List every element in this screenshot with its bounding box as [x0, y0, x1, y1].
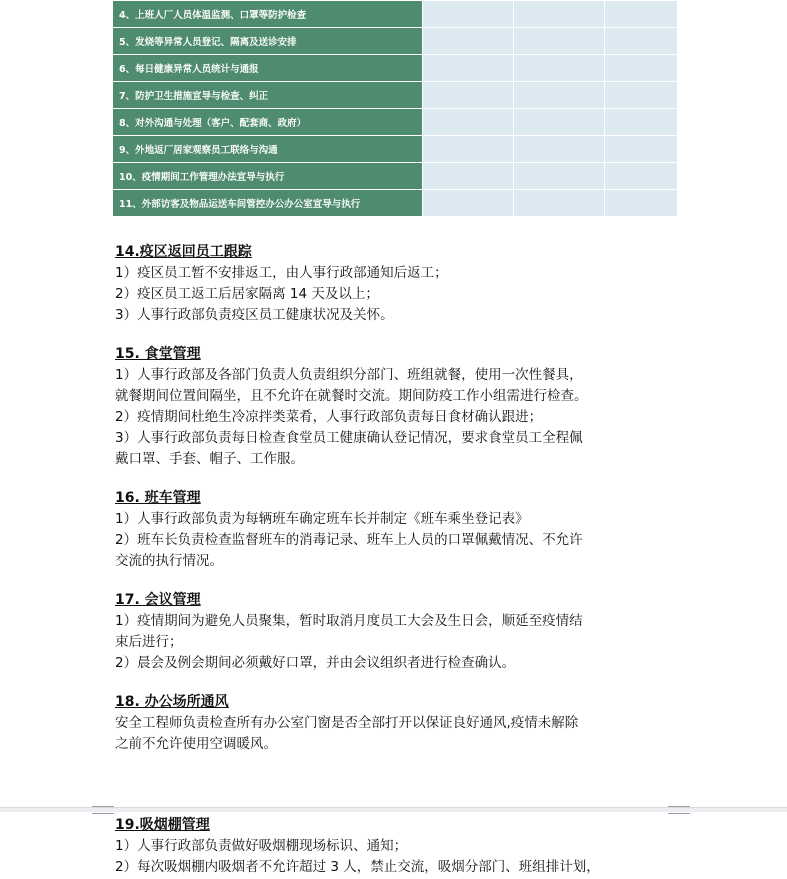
- table-cell: [514, 136, 605, 163]
- paragraph-line: 1）疫情期间为避免人员聚集，暂时取消月度员工大会及生日会，顺延至疫情结: [115, 613, 583, 629]
- table-cell: [605, 55, 678, 82]
- table-cell: [605, 28, 678, 55]
- section-18: [115, 692, 675, 755]
- document-body-page-2: [115, 815, 675, 878]
- paragraph-line: 就餐期间位置间隔坐，且不允许在就餐时交流。期间防疫工作小组需进行检查。: [115, 388, 588, 404]
- section-heading: 14.疫区返回员工跟踪: [115, 244, 252, 260]
- page-corner-mark: [92, 796, 114, 807]
- table-item-label: 8、对外沟通与处理（客户、配套商、政府）: [113, 109, 423, 136]
- table-cell: [514, 82, 605, 109]
- section-heading: 18. 办公场所通风: [115, 694, 229, 710]
- table-cell: [605, 1, 678, 28]
- section-15: [115, 344, 675, 470]
- table-cell: [514, 109, 605, 136]
- table-cell: [605, 82, 678, 109]
- table-item-label: 5、发烧等异常人员登记、隔离及送诊安排: [113, 28, 423, 55]
- paragraph-line: 1）人事行政部负责做好吸烟棚现场标识、通知；: [115, 838, 408, 854]
- table-cell: [423, 28, 514, 55]
- section-heading: 16. 班车管理: [115, 490, 201, 506]
- paragraph-line: 1）疫区员工暂不安排返工，由人事行政部通知后返工；: [115, 265, 448, 281]
- table-row: [113, 109, 678, 136]
- table-cell: [423, 136, 514, 163]
- table-cell: [514, 28, 605, 55]
- paragraph-line: 2）晨会及例会期间必须戴好口罩，并由会议组织者进行检查确认。: [115, 655, 516, 671]
- section-heading: 17. 会议管理: [115, 592, 201, 608]
- paragraph-line: 安全工程师负责检查所有办公室门窗是否全部打开以保证良好通风,疫情未解除: [115, 715, 579, 731]
- table-item-label: 11、外部访客及物品运送车间管控办公办公室宣导与执行: [113, 190, 423, 217]
- table-row: [113, 190, 678, 217]
- checklist-table: [112, 0, 678, 217]
- table-cell: [605, 136, 678, 163]
- paragraph-line: 戴口罩、手套、帽子、工作服。: [115, 451, 304, 467]
- table-cell: [605, 109, 678, 136]
- paragraph-line: 1）人事行政部及各部门负责人负责组织分部门、班组就餐，使用一次性餐具，: [115, 367, 583, 383]
- section-heading: 19.吸烟棚管理: [115, 817, 210, 833]
- table-cell: [423, 109, 514, 136]
- section-17: [115, 590, 675, 674]
- table-cell: [514, 1, 605, 28]
- section-14: [115, 242, 675, 326]
- paragraph-line: 2）疫情期间杜绝生冷凉拌类菜肴，人事行政部负责每日食材确认跟进；: [115, 409, 543, 425]
- paragraph-line: 1）人事行政部负责为每辆班车确定班车长并制定《班车乘坐登记表》: [115, 511, 529, 527]
- paragraph-line: 3）人事行政部负责每日检查食堂员工健康确认登记情况，要求食堂员工全程佩: [115, 430, 583, 446]
- table-cell: [514, 190, 605, 217]
- table-row: [113, 28, 678, 55]
- table-cell: [423, 1, 514, 28]
- paragraph-line: 2）疫区员工返工后居家隔离 14 天及以上；: [115, 286, 379, 302]
- table-row: [113, 136, 678, 163]
- paragraph-line: 之前不允许使用空调暖风。: [115, 736, 277, 752]
- page-corner-mark: [668, 796, 690, 807]
- section-16: [115, 488, 675, 572]
- paragraph-line: 2）班车长负责检查监督班车的消毒记录、班车上人员的口罩佩戴情况、不允许: [115, 532, 583, 548]
- table-item-label: 10、疫情期间工作管理办法宣导与执行: [113, 163, 423, 190]
- table-cell: [605, 163, 678, 190]
- table-cell: [514, 55, 605, 82]
- table-item-label: 7、防护卫生措施宣导与检查、纠正: [113, 82, 423, 109]
- paragraph-line: 交流的执行情况。: [115, 553, 223, 569]
- table-row: [113, 82, 678, 109]
- document-body: [115, 242, 675, 773]
- section-heading: 15. 食堂管理: [115, 346, 201, 362]
- table-row: [113, 1, 678, 28]
- table-cell: [423, 163, 514, 190]
- table-row: [113, 55, 678, 82]
- table-item-label: 9、外地返厂居家观察员工联络与沟通: [113, 136, 423, 163]
- paragraph-line: 3）人事行政部负责疫区员工健康状况及关怀。: [115, 307, 394, 323]
- page-corner-mark: [92, 813, 114, 824]
- table-item-label: 4、上班人厂人员体温监测、口罩等防护检查: [113, 1, 423, 28]
- table-cell: [605, 190, 678, 217]
- paragraph-line: 束后进行；: [115, 634, 183, 650]
- table-item-label: 6、每日健康异常人员统计与通报: [113, 55, 423, 82]
- table-cell: [423, 190, 514, 217]
- table-cell: [423, 55, 514, 82]
- table-cell: [423, 82, 514, 109]
- table-cell: [514, 163, 605, 190]
- paragraph-line: 2）每次吸烟棚内吸烟者不允许超过 3 人，禁止交流，吸烟分部门、班组排计划，: [115, 859, 600, 875]
- table-row: [113, 163, 678, 190]
